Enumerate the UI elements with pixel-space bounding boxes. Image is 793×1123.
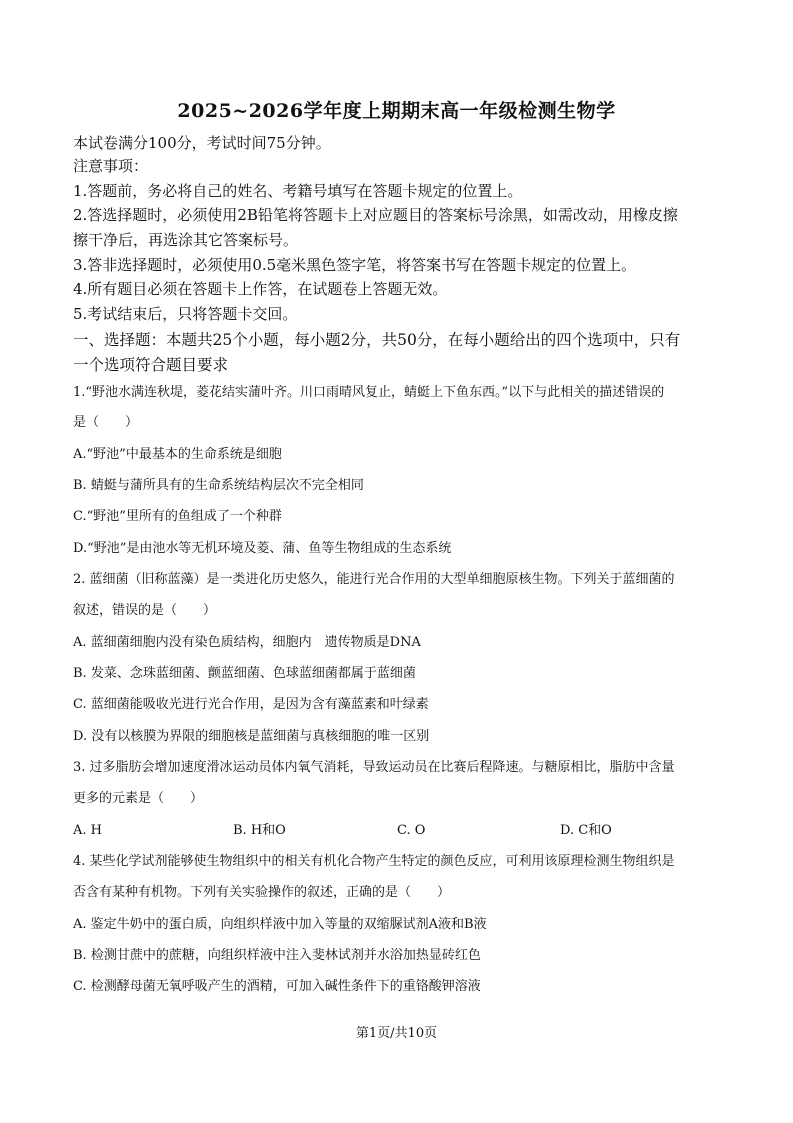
question-1-stem: 是（ ） — [73, 415, 139, 430]
question-3-option-c: C. O — [397, 823, 426, 838]
question-1-option-c: C.“野池”里所有的鱼组成了一个种群 — [73, 509, 282, 524]
question-4-stem: 4. 某些化学试剂能够使生物组织中的相关有机化合物产生特定的颜色反应，可利用该原理检测生物组织是 — [73, 854, 675, 869]
notice-line: 4.所有题目必须在答题卡上作答，在试题卷上答题无效。 — [73, 280, 448, 298]
notice-line: 1.答题前，务必将自己的姓名、考籍号填写在答题卡规定的位置上。 — [73, 182, 523, 200]
question-2-option-b: B. 发菜、念珠蓝细菌、颤蓝细菌、色球蓝细菌都属于蓝细菌 — [73, 666, 416, 681]
notice-heading: 注意事项： — [73, 157, 149, 175]
notice-line: 2.答选择题时，必须使用2B铅笔将答题卡上对应题目的答案标号涂黑，如需改动，用橡皮擦 — [73, 206, 678, 224]
notice-line: 擦干净后，再选涂其它答案标号。 — [73, 231, 299, 249]
section-heading: 一、选择题：本题共25个小题，每小题2分，共50分，在每小题给出的四个选项中，只有 — [73, 331, 681, 349]
question-3-option-a: A. H — [73, 823, 102, 838]
question-3-option-d: D. C和O — [560, 823, 612, 838]
question-4-option-b: B. 检测甘蔗中的蔗糖，向组织样液中注入斐林试剂并水浴加热显砖红色 — [73, 948, 481, 963]
question-2-option-a: A. 蓝细菌细胞内没有染色质结构，细胞内 遗传物质是DNA — [73, 635, 421, 650]
question-1-stem: 1.“野池水满连秋堤，菱花结实蒲叶齐。川口雨晴风复止，蜻蜓上下鱼东西。”以下与此相关的描述错误的 — [73, 385, 665, 400]
question-1-option-b: B. 蜻蜓与蒲所具有的生命系统结构层次不完全相同 — [73, 478, 364, 493]
question-2-stem: 叙述，错误的是（ ） — [73, 603, 217, 618]
question-4-stem: 否含有某种有机物。下列有关实验操作的叙述，正确的是（ ） — [73, 885, 451, 900]
question-2-option-c: C. 蓝细菌能吸收光进行光合作用，是因为含有藻蓝素和叶绿素 — [73, 697, 429, 712]
question-3-stem: 3. 过多脂肪会增加速度滑冰运动员体内氧气消耗，导致运动员在比赛后程降速。与糖原相比，脂肪中含量 — [73, 760, 675, 775]
page-number: 第1页/共10页 — [355, 1026, 438, 1041]
question-1-option-d: D.“野池”是由池水等无机环境及菱、蒲、鱼等生物组成的生态系统 — [73, 541, 452, 556]
exam-info: 本试卷满分100分，考试时间75分钟。 — [73, 134, 331, 152]
question-4-option-a: A. 鉴定牛奶中的蛋白质，向组织样液中加入等量的双缩脲试剂A液和B液 — [73, 917, 487, 932]
question-2-option-d: D. 没有以核膜为界限的细胞核是蓝细菌与真核细胞的唯一区别 — [73, 729, 430, 744]
question-4-option-c: C. 检测酵母菌无氧呼吸产生的酒精，可加入碱性条件下的重铬酸钾溶液 — [73, 979, 481, 994]
notice-line: 3.答非选择题时，必须使用0.5毫米黑色签字笔，将答案书写在答题卡规定的位置上。 — [73, 256, 637, 274]
question-3-stem: 更多的元素是（ ） — [73, 791, 204, 806]
question-1-option-a: A.“野池”中最基本的生命系统是细胞 — [73, 447, 282, 462]
notice-line: 5.考试结束后，只将答题卡交回。 — [73, 305, 298, 323]
question-3-option-b: B. H和O — [233, 823, 286, 838]
exam-title: 2025~2026学年度上期期末高一年级检测生物学 — [177, 100, 616, 122]
section-heading: 一个选项符合题目要求 — [73, 356, 229, 374]
question-2-stem: 2. 蓝细菌（旧称蓝藻）是一类进化历史悠久，能进行光合作用的大型单细胞原核生物。下列关于蓝细菌的 — [73, 572, 675, 587]
